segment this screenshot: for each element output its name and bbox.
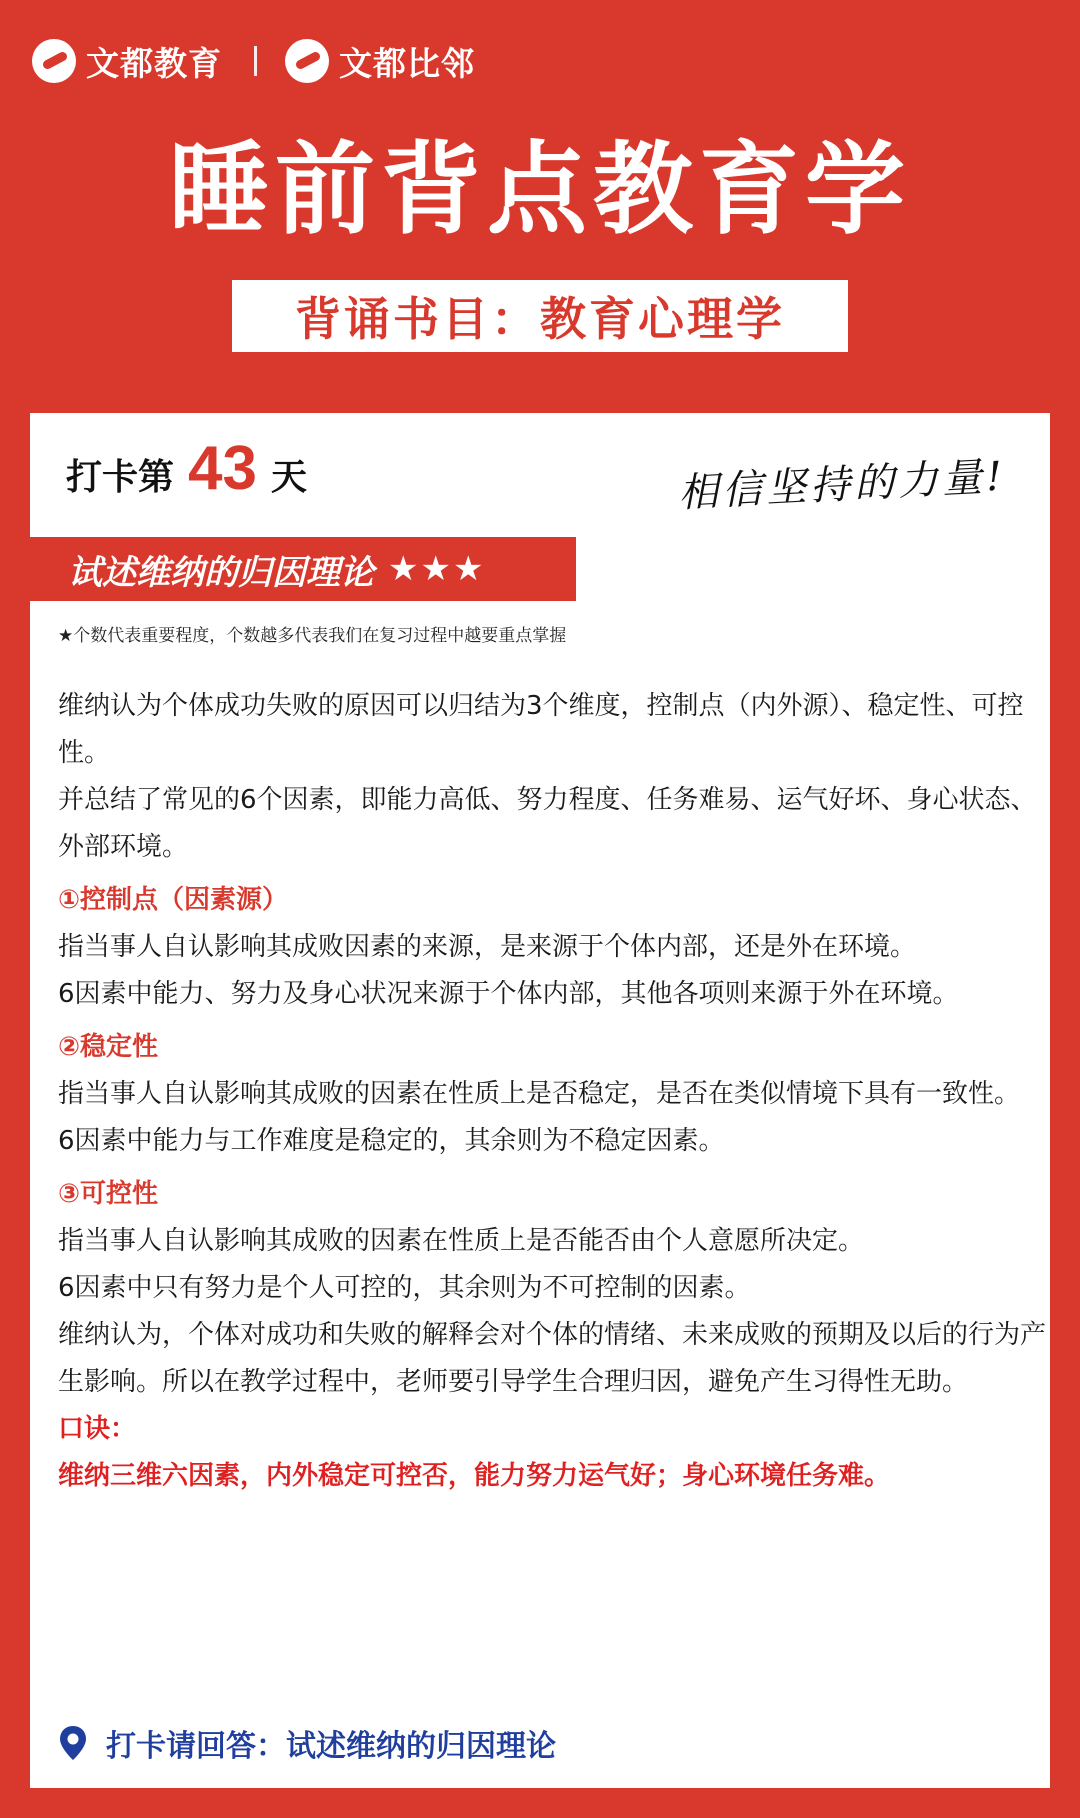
brand-name-1: 文都教育 xyxy=(86,43,222,83)
section-3-paragraph-2: 6因素中只有努力是个人可控的，其余则为不可控制的因素。 xyxy=(58,1273,751,1303)
subtitle-box xyxy=(232,280,848,352)
checkin-day: 43 xyxy=(188,434,257,503)
section-2-title: ②稳定性 xyxy=(58,1032,159,1062)
intro-paragraph-2: 并总结了常见的6个因素，即能力高低、努力程度、任务难易、运气好坏、身心状态、外部环境。 xyxy=(58,785,1037,862)
section-1-paragraph-2: 6因素中能力、努力及身心状况来源于个体内部，其他各项则来源于外在环境。 xyxy=(58,979,959,1009)
brand-wendu-bilin xyxy=(285,38,475,85)
section-3-title: ③可控性 xyxy=(58,1179,159,1209)
mnemonic-text: 维纳三维六因素，内外稳定可控否，能力努力运气好；身心环境任务难。 xyxy=(58,1461,891,1491)
section-2-paragraph-1: 指当事人自认影响其成败的因素在性质上是否稳定，是否在类似情境下具有一致性。 xyxy=(58,1079,1021,1109)
question-banner xyxy=(0,537,576,601)
content-card xyxy=(30,413,1050,1788)
checkin-suffix: 天 xyxy=(270,457,307,498)
wendu-logo-icon xyxy=(32,39,76,83)
answer-prompt-text: 打卡请回答：试述维纳的归因理论 xyxy=(106,1729,556,1764)
subtitle: 背诵书目：教育心理学 xyxy=(295,292,785,346)
intro-paragraph-1: 维纳认为个体成功失败的原因可以归结为3个维度，控制点（内外源）、稳定性、可控性。 xyxy=(58,691,1024,768)
page-title: 睡前背点教育学 xyxy=(169,131,911,248)
mnemonic-label: 口诀： xyxy=(58,1414,137,1444)
section-1-title: ①控制点（因素源） xyxy=(58,885,289,915)
importance-stars: ★★★ xyxy=(388,549,486,589)
wendu-logo-icon xyxy=(285,39,329,83)
brand-wendu-education xyxy=(32,38,222,85)
star-note: ★个数代表重要程度，个数越多代表我们在复习过程中越要重点掌握 xyxy=(58,626,567,646)
checkin-prefix: 打卡第 xyxy=(66,457,175,498)
answer-prompt xyxy=(58,1721,556,1765)
location-pin-icon xyxy=(58,1725,88,1761)
section-1-paragraph-1: 指当事人自认影响其成败因素的来源，是来源于个体内部，还是外在环境。 xyxy=(58,932,917,962)
section-3-paragraph-1: 指当事人自认影响其成败的因素在性质上是否能否由个人意愿所决定。 xyxy=(58,1226,865,1256)
summary-paragraph: 维纳认为，个体对成功和失败的解释会对个体的情绪、未来成败的预期及以后的行为产生影响。所以在教学过程中，老师要引导学生合理归因，避免产生习得性无助。 xyxy=(58,1320,1047,1397)
question-title: 试述维纳的归因理论 xyxy=(68,552,374,593)
checkin-counter xyxy=(66,433,307,504)
brand-name-2: 文都比邻 xyxy=(339,43,475,83)
logo-bar xyxy=(32,34,475,88)
logo-divider xyxy=(254,46,257,76)
answer-body xyxy=(58,683,1048,1500)
motto: 相信坚持的力量! xyxy=(677,453,1008,517)
section-2-paragraph-2: 6因素中能力与工作难度是稳定的，其余则为不稳定因素。 xyxy=(58,1126,725,1156)
